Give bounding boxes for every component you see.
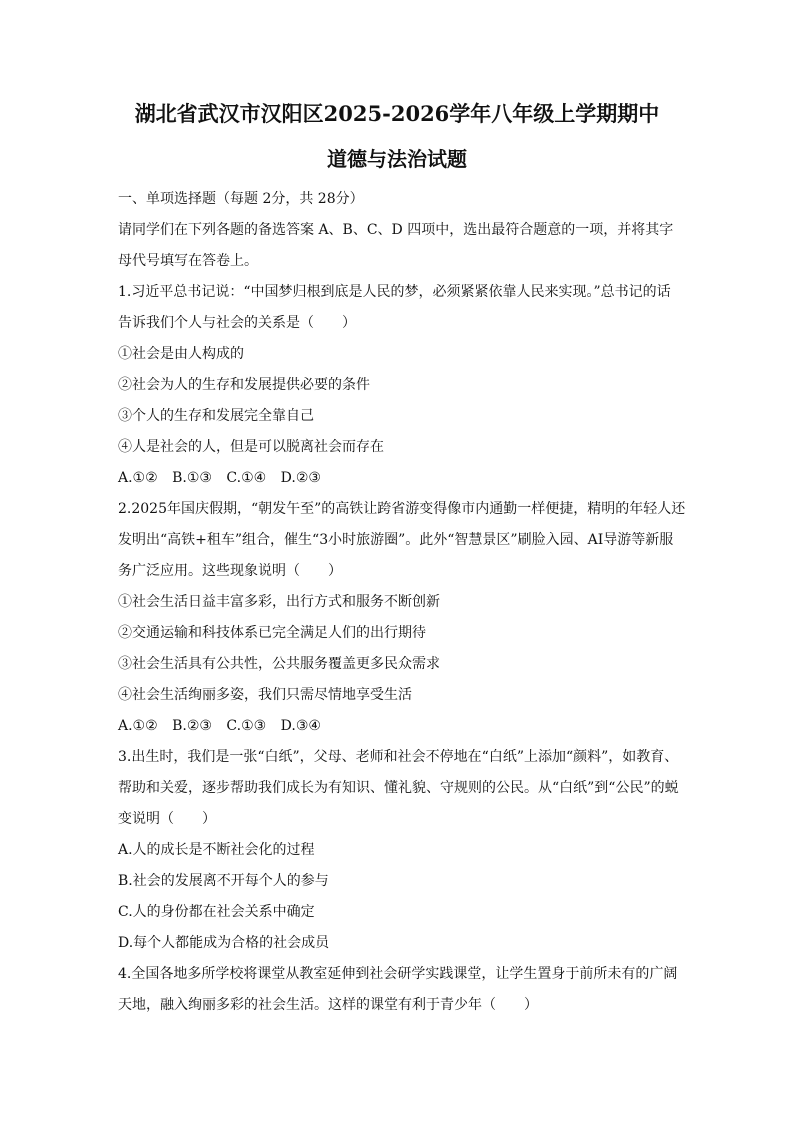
answer-choices-row xyxy=(118,711,678,742)
statement-item: ①社会生活日益丰富多彩，出行方式和服务不断创新 xyxy=(118,594,440,610)
statement-item: ④人是社会的人，但是可以脱离社会而存在 xyxy=(118,439,384,455)
answer-choice-c: C.①③ xyxy=(226,718,267,734)
question-stem-line: 天地，融入绚丽多彩的社会生活。这样的课堂有利于青少年（ ） xyxy=(118,997,538,1013)
question-1 xyxy=(118,277,678,494)
statement-item: ①社会是由人构成的 xyxy=(118,346,244,362)
question-stem-line: 4.全国各地多所学校将课堂从教室延伸到社会研学实践课堂，让学生置身于前所未有的广阔 xyxy=(118,966,678,982)
answer-option-a: A.人的成长是不断社会化的过程 xyxy=(118,842,315,858)
answer-option-d: D.每个人都能成为合格的社会成员 xyxy=(118,935,330,951)
question-stem-line: 变说明（ ） xyxy=(118,811,216,827)
statement-item: ②社会为人的生存和发展提供必要的条件 xyxy=(118,377,370,393)
section-instruction-line2: 母代号填写在答卷上。 xyxy=(118,253,258,269)
answer-choices-row xyxy=(118,463,678,494)
section-heading: 一、单项选择题（每题 2分，共 28分） xyxy=(118,191,364,207)
statement-item: ④社会生活绚丽多姿，我们只需尽情地享受生活 xyxy=(118,687,412,703)
question-stem-line: 1.习近平总书记说：“中国梦归根到底是人民的梦，必须紧紧依靠人民来实现。”总书记的话 xyxy=(118,284,671,300)
question-stem-line: 告诉我们个人与社会的关系是（ ） xyxy=(118,315,356,331)
statement-item: ③社会生活具有公共性，公共服务覆盖更多民众需求 xyxy=(118,656,440,672)
answer-option-b: B.社会的发展离不开每个人的参与 xyxy=(118,873,329,889)
question-3 xyxy=(118,742,678,959)
exam-content xyxy=(118,184,686,1021)
answer-choice-c: C.①④ xyxy=(226,470,267,486)
question-stem-line: 发明出“高铁+租车”组合，催生“3小时旅游圈”。此外“智慧景区”刷脸入园、AI导游等新服 xyxy=(118,532,674,548)
exam-title-line2: 道德与法治试题 xyxy=(327,147,467,171)
answer-choice-d: D.③④ xyxy=(280,718,321,734)
answer-choice-a: A.①② xyxy=(118,470,158,486)
answer-option-c: C.人的身份都在社会关系中确定 xyxy=(118,904,315,920)
answer-choice-a: A.①② xyxy=(118,718,158,734)
answer-choice-b: B.②③ xyxy=(172,718,212,734)
section-instruction-line1: 请同学们在下列各题的备选答案 A、B、C、D 四项中，选出最符合题意的一项，并将其字 xyxy=(118,222,674,238)
question-stem-line: 务广泛应用。这些现象说明（ ） xyxy=(118,563,342,579)
answer-choice-d: D.②③ xyxy=(280,470,321,486)
answer-choice-b: B.①③ xyxy=(172,470,212,486)
exam-title-line1: 湖北省武汉市汉阳区2025-2026学年八年级上学期期中 xyxy=(134,101,660,126)
statement-item: ③个人的生存和发展完全靠自己 xyxy=(118,408,314,424)
question-2 xyxy=(118,494,686,742)
question-4 xyxy=(118,959,678,1021)
statement-item: ②交通运输和科技体系已完全满足人们的出行期待 xyxy=(118,625,426,641)
question-stem-line: 帮助和关爱，逐步帮助我们成长为有知识、懂礼貌、守规则的公民。从“白纸”到“公民”的蜕 xyxy=(118,780,679,796)
question-stem-line: 2.2025年国庆假期，“朝发午至”的高铁让跨省游变得像市内通勤一样便捷，精明的年轻人还 xyxy=(118,501,686,517)
question-stem-line: 3.出生时，我们是一张“白纸”，父母、老师和社会不停地在“白纸”上添加“颜料”，如教育、 xyxy=(118,749,679,765)
